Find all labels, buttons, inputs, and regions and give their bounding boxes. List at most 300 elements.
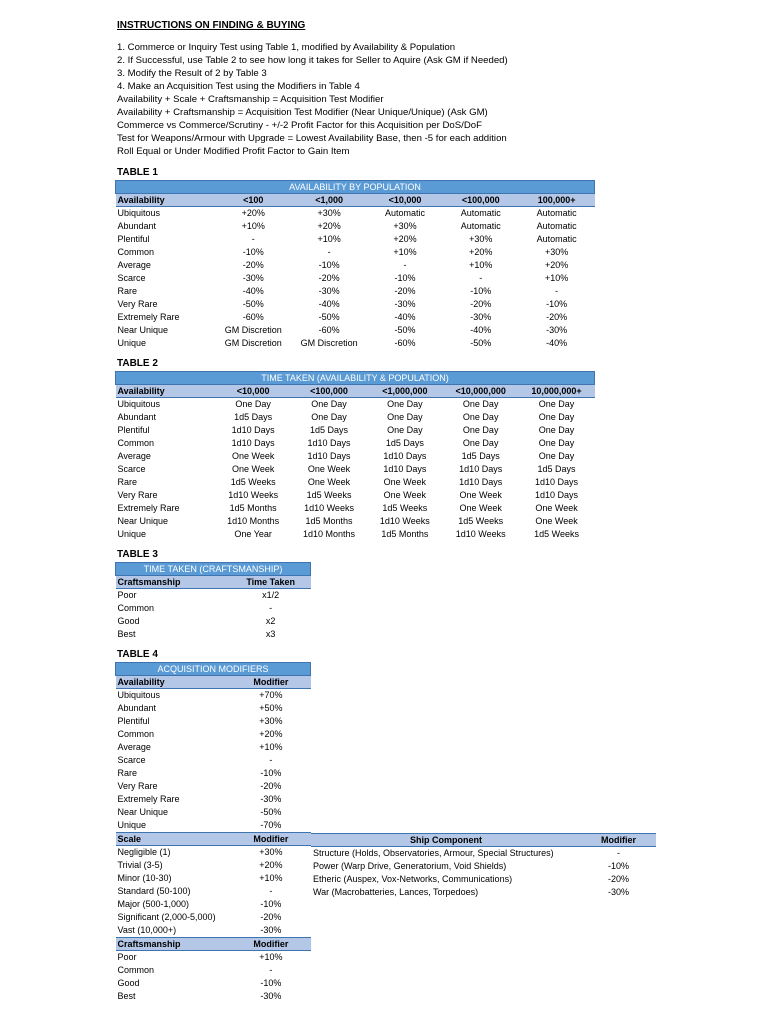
row-label: Rare — [117, 768, 138, 778]
row-label: Plentiful — [117, 234, 150, 244]
instruction-line: 4. Make an Acquisition Test using the Modifiers in Table 4 — [117, 81, 360, 92]
table-cell: -10% — [470, 286, 492, 296]
table-row — [116, 715, 311, 728]
table-cell: -30% — [470, 312, 492, 322]
table-row — [116, 689, 311, 703]
table-cell: -60% — [394, 338, 416, 348]
column-header: Availability — [116, 385, 216, 398]
table-row — [311, 860, 656, 873]
row-label: Abundant — [117, 703, 157, 713]
table-row — [116, 819, 311, 833]
table-cell: +10% — [317, 234, 341, 244]
table-cell: 1d10 Days — [231, 438, 275, 448]
table-cell: - — [327, 247, 331, 257]
table-cell: Automatic — [536, 221, 577, 231]
table-row — [116, 450, 595, 463]
table-row — [116, 311, 595, 324]
table-cell: One Day — [311, 412, 347, 422]
table-cell: +10% — [544, 273, 569, 283]
table-cell: -10% — [546, 299, 568, 309]
table-cell: One Day — [538, 451, 575, 461]
row-label: Very Rare — [117, 781, 158, 791]
table-row — [116, 502, 595, 515]
row-label: Extremely Rare — [117, 503, 180, 513]
table-row — [116, 846, 311, 860]
table-cell: Automatic — [460, 208, 501, 218]
table-row — [311, 886, 656, 899]
table-cell: -30% — [607, 887, 629, 897]
column-header: Craftsmanship — [116, 576, 231, 589]
table-cell: -30% — [260, 991, 282, 1001]
table-cell: -10% — [260, 978, 282, 988]
table-row — [116, 246, 595, 259]
column-header: <1,000 — [291, 194, 367, 207]
instructions-list — [117, 41, 677, 158]
table-cell: One Day — [387, 425, 423, 435]
table-row — [116, 272, 595, 285]
table-cell: -10% — [242, 247, 264, 257]
row-label: Good — [117, 616, 140, 626]
table-cell: -60% — [242, 312, 264, 322]
table-row — [116, 767, 311, 780]
table-cell: 1d5 Weeks — [382, 503, 428, 513]
table-cell: 1d10 Days — [535, 490, 579, 500]
table-cell: -30% — [318, 286, 340, 296]
row-label: Common — [117, 965, 155, 975]
table-row — [116, 911, 311, 924]
table-cell: One Day — [462, 412, 499, 422]
table-cell: GM Discretion — [300, 338, 358, 348]
table-cell: 1d10 Days — [307, 451, 351, 461]
table-cell: GM Discretion — [224, 325, 282, 335]
instruction-line: Commerce vs Commerce/Scrutiny - +/-2 Profit Factor for this Acquisition per DoS/DoF — [117, 120, 482, 131]
table-cell: 1d10 Days — [459, 477, 503, 487]
table-cell: +30% — [259, 847, 283, 857]
row-label: Best — [117, 629, 136, 639]
table-row — [116, 285, 595, 298]
row-label: Ubiquitous — [117, 208, 161, 218]
table-row — [116, 437, 595, 450]
table-cell: -50% — [394, 325, 416, 335]
table-row — [116, 702, 311, 715]
table-banner-row — [116, 663, 311, 676]
table-row — [116, 741, 311, 754]
table-cell: -30% — [394, 299, 416, 309]
instruction-line: Test for Weapons/Armour with Upgrade = Lowest Availability Base, then -5 for each addition — [117, 133, 507, 144]
table2-label: TABLE 2 — [117, 358, 158, 369]
table-row — [116, 990, 311, 1003]
table-cell: 1d10 Months — [227, 516, 280, 526]
table-cell: +50% — [259, 703, 283, 713]
table-cell: One Year — [234, 529, 272, 539]
table-cell: - — [269, 755, 273, 765]
row-label: Ubiquitous — [117, 690, 161, 700]
table-cell: One Day — [538, 412, 575, 422]
column-header: <10,000,000 — [443, 385, 519, 398]
column-header: 100,000+ — [519, 194, 595, 207]
table-cell: 1d10 Weeks — [228, 490, 279, 500]
table3-label: TABLE 3 — [117, 549, 158, 560]
table-cell: One Day — [311, 399, 347, 409]
table-cell: +30% — [259, 716, 283, 726]
row-label: Unique — [117, 529, 147, 539]
table-cell: +70% — [259, 690, 283, 700]
instruction-line: 1. Commerce or Inquiry Test using Table 1, modified by Availability & Population — [117, 42, 456, 53]
table-row — [311, 847, 656, 861]
instruction-line: Availability + Scale + Craftsmanship = Acquisition Test Modifier — [117, 94, 384, 105]
column-header: Modifier — [231, 676, 310, 689]
row-label: Near Unique — [117, 516, 169, 526]
row-label: Minor (10-30) — [117, 873, 172, 883]
table-cell: -20% — [470, 299, 492, 309]
table-cell: -70% — [260, 820, 282, 830]
table2-time-taken — [115, 371, 595, 541]
table-cell: -20% — [546, 312, 568, 322]
table-row — [116, 298, 595, 311]
table-cell: Automatic — [536, 234, 577, 244]
table-cell: +30% — [393, 221, 417, 231]
row-label: Significant (2,000-5,000) — [117, 912, 216, 922]
table-cell: -30% — [242, 273, 264, 283]
table-cell: -30% — [546, 325, 568, 335]
instruction-line: 2. If Successful, use Table 2 to see how long it takes for Seller to Aquire (Ask GM if Needed) — [117, 55, 508, 66]
table-cell: One Week — [231, 451, 275, 461]
table-row — [116, 489, 595, 502]
table1-availability-by-population — [115, 180, 595, 350]
column-header: Modifier — [231, 833, 310, 846]
table-cell: -50% — [242, 299, 264, 309]
table-cell: +20% — [469, 247, 493, 257]
row-label: Near Unique — [117, 325, 169, 335]
table-cell: +20% — [241, 208, 265, 218]
row-label: Common — [117, 247, 155, 257]
row-label: Average — [117, 260, 151, 270]
table-cell: -20% — [260, 781, 282, 791]
row-label: Abundant — [117, 221, 157, 231]
table-row — [116, 898, 311, 911]
table-cell: One Week — [307, 464, 351, 474]
table-banner: ACQUISITION MODIFIERS — [116, 663, 311, 676]
table-cell: 1d5 Weeks — [534, 529, 579, 539]
table-cell: - — [269, 886, 273, 896]
table-cell: +10% — [241, 221, 265, 231]
table-row — [116, 754, 311, 767]
table-cell: +30% — [317, 208, 341, 218]
table-cell: -30% — [260, 794, 282, 804]
table-row — [116, 259, 595, 272]
row-label: Scarce — [117, 755, 146, 765]
table-cell: +10% — [393, 247, 417, 257]
table-cell: GM Discretion — [224, 338, 282, 348]
table3-craftsmanship-time — [115, 562, 311, 641]
table-cell: 1d10 Weeks — [304, 503, 354, 513]
table-cell: +10% — [259, 873, 283, 883]
table-row — [116, 728, 311, 741]
table-cell: One Day — [462, 425, 499, 435]
table-row — [116, 589, 311, 603]
row-label: Scarce — [117, 464, 146, 474]
table-row — [116, 233, 595, 246]
table-cell: 1d5 Weeks — [230, 477, 276, 487]
table-cell: +20% — [393, 234, 417, 244]
table-cell: +20% — [259, 729, 283, 739]
table-cell: One Day — [387, 399, 423, 409]
table-cell: - — [617, 848, 620, 858]
table-cell: One Day — [538, 399, 575, 409]
table-cell: x1/2 — [262, 590, 280, 600]
row-label: Good — [117, 978, 140, 988]
table-cell: - — [269, 965, 273, 975]
row-label: Common — [117, 729, 155, 739]
table-row — [311, 873, 656, 886]
table-cell: Automatic — [384, 208, 425, 218]
table-row — [116, 924, 311, 938]
column-header: Availability — [116, 676, 232, 689]
table-cell: 1d5 Months — [305, 516, 353, 526]
row-label: Plentiful — [117, 716, 150, 726]
row-label: Rare — [117, 477, 138, 487]
table-cell: One Week — [383, 490, 427, 500]
table-header-row — [116, 194, 595, 207]
row-label: Average — [117, 451, 151, 461]
row-label: Poor — [117, 590, 137, 600]
table-banner-row — [116, 181, 595, 194]
instruction-line: 3. Modify the Result of 2 by Table 3 — [117, 68, 267, 79]
table-banner: TIME TAKEN (AVAILABILITY & POPULATION) — [116, 372, 595, 385]
table-row — [116, 220, 595, 233]
table1-label: TABLE 1 — [117, 167, 158, 178]
table-cell: +10% — [259, 952, 283, 962]
table-cell: One Week — [383, 477, 427, 487]
table-cell: 1d10 Weeks — [455, 529, 506, 539]
column-header: <1,000,000 — [367, 385, 443, 398]
table-banner: TIME TAKEN (CRAFTSMANSHIP) — [116, 563, 311, 576]
table-row — [116, 872, 311, 885]
table-cell: -30% — [260, 925, 282, 935]
table-cell: 1d10 Days — [535, 477, 579, 487]
table-cell: One Week — [535, 516, 578, 526]
table4-acquisition-modifiers — [115, 662, 311, 1003]
table-cell: - — [479, 273, 483, 283]
table-cell: -10% — [260, 768, 282, 778]
table-header-row — [116, 576, 311, 589]
table-cell: 1d10 Weeks — [379, 516, 430, 526]
table-cell: -20% — [260, 912, 282, 922]
table-banner: AVAILABILITY BY POPULATION — [116, 181, 595, 194]
row-label: Ubiquitous — [117, 399, 161, 409]
table-cell: -10% — [260, 899, 282, 909]
table-row — [116, 528, 595, 541]
table-row — [116, 977, 311, 990]
table-cell: - — [251, 234, 255, 244]
document-title: INSTRUCTIONS ON FINDING & BUYING — [117, 20, 306, 31]
table-row — [116, 398, 595, 412]
column-header: Time Taken — [231, 576, 311, 589]
table-cell: +30% — [544, 247, 569, 257]
table-cell: Automatic — [536, 208, 577, 218]
table-cell: One Day — [462, 399, 499, 409]
table-row — [116, 515, 595, 528]
row-label: Very Rare — [117, 299, 158, 309]
table-row — [116, 951, 311, 965]
table-cell: 1d10 Days — [307, 438, 351, 448]
table-row — [116, 615, 311, 628]
table-cell: -20% — [607, 874, 629, 884]
column-header: Craftsmanship — [116, 938, 232, 951]
row-label: Very Rare — [117, 490, 158, 500]
instruction-line: Availability + Craftsmanship = Acquisition Test Modifier (Near Unique/Unique) (Ask GM) — [117, 107, 488, 118]
table-cell: - — [555, 286, 559, 296]
row-label: Trivial (3-5) — [117, 860, 163, 870]
table-cell: 1d10 Months — [302, 529, 356, 539]
table-cell: -50% — [260, 807, 282, 817]
column-header: Scale — [116, 833, 232, 846]
table-header-row — [116, 833, 311, 846]
table-row — [116, 780, 311, 793]
table-cell: x2 — [265, 616, 276, 626]
table4-label: TABLE 4 — [117, 649, 158, 660]
table-cell: +20% — [259, 860, 283, 870]
table-cell: One Day — [462, 438, 499, 448]
column-header: <10,000 — [367, 194, 443, 207]
table-cell: 1d10 Days — [383, 464, 427, 474]
table-cell: 1d10 Days — [383, 451, 427, 461]
table-row — [116, 463, 595, 476]
column-header: Ship Component — [311, 834, 581, 847]
table-cell: 1d5 Months — [381, 529, 429, 539]
table-cell: x3 — [265, 629, 276, 639]
row-label: Common — [117, 603, 155, 613]
table-cell: -40% — [318, 299, 340, 309]
table-cell: One Week — [231, 464, 275, 474]
table-cell: +20% — [317, 221, 341, 231]
row-label: Average — [117, 742, 151, 752]
table-cell: -20% — [318, 273, 340, 283]
column-header: <100 — [215, 194, 291, 207]
row-label: Unique — [117, 820, 147, 830]
row-label: Etheric (Auspex, Vox-Networks, Communications) — [313, 874, 513, 884]
table-cell: One Day — [387, 412, 423, 422]
table-row — [116, 411, 595, 424]
table-cell: 1d5 Weeks — [306, 490, 352, 500]
table-row — [116, 885, 311, 898]
row-label: Vast (10,000+) — [117, 925, 177, 935]
table-header-row — [311, 834, 656, 847]
row-label: War (Macrobatteries, Lances, Torpedoes) — [313, 887, 479, 897]
table-row — [116, 859, 311, 872]
table-cell: -20% — [394, 286, 416, 296]
table-row — [116, 337, 595, 350]
table-cell: -40% — [470, 325, 492, 335]
table-header-row — [116, 938, 311, 951]
table-header-row — [116, 676, 311, 689]
row-label: Near Unique — [117, 807, 169, 817]
table-cell: - — [403, 260, 407, 270]
table-cell: +10% — [469, 260, 493, 270]
table-cell: 1d10 Days — [459, 464, 503, 474]
table-cell: -50% — [318, 312, 340, 322]
table-cell: 1d5 Days — [461, 451, 500, 461]
row-label: Best — [117, 991, 136, 1001]
row-label: Power (Warp Drive, Generatorium, Void Shields) — [313, 861, 507, 871]
table-cell: Automatic — [460, 221, 501, 231]
table-cell: -40% — [242, 286, 264, 296]
table-cell: One Day — [235, 399, 271, 409]
table-header-row — [116, 385, 595, 398]
table-cell: -60% — [318, 325, 340, 335]
table-cell: - — [269, 603, 273, 613]
table-row — [116, 793, 311, 806]
table-cell: -10% — [318, 260, 340, 270]
table-row — [116, 324, 595, 337]
table-cell: -40% — [546, 338, 568, 348]
column-header: Availability — [116, 194, 216, 207]
row-label: Major (500-1,000) — [117, 899, 190, 909]
row-label: Plentiful — [117, 425, 150, 435]
row-label: Poor — [117, 952, 137, 962]
table-cell: One Week — [535, 503, 578, 513]
table-row — [116, 207, 595, 221]
table-row — [116, 964, 311, 977]
row-label: Standard (50-100) — [117, 886, 191, 896]
table-cell: 1d5 Days — [537, 464, 576, 474]
table-cell: 1d5 Days — [385, 438, 424, 448]
table-banner-row — [116, 372, 595, 385]
table-cell: +20% — [544, 260, 569, 270]
table-cell: One Week — [307, 477, 351, 487]
column-header: <10,000 — [215, 385, 291, 398]
table-cell: One Week — [459, 503, 502, 513]
table-cell: -10% — [607, 861, 629, 871]
row-label: Structure (Holds, Observatories, Armour, Special Structures) — [313, 848, 554, 858]
table-row — [116, 602, 311, 615]
row-label: Unique — [117, 338, 147, 348]
table-cell: -20% — [242, 260, 264, 270]
table-cell: -10% — [394, 273, 416, 283]
table-banner-row — [116, 563, 311, 576]
table-cell: One Week — [459, 490, 502, 500]
table-row — [116, 628, 311, 641]
row-label: Scarce — [117, 273, 146, 283]
table-row — [116, 806, 311, 819]
column-header: <100,000 — [291, 385, 367, 398]
table-cell: 1d5 Months — [229, 503, 277, 513]
table4-ship-component — [311, 833, 656, 899]
column-header: Modifier — [231, 938, 310, 951]
column-header: <100,000 — [443, 194, 519, 207]
table-cell: 1d10 Days — [231, 425, 275, 435]
table-row — [116, 424, 595, 437]
table-cell: One Day — [538, 438, 575, 448]
table-cell: 1d5 Weeks — [458, 516, 504, 526]
table-row — [116, 476, 595, 489]
table-cell: -50% — [470, 338, 492, 348]
table-cell: -40% — [394, 312, 416, 322]
table-cell: One Day — [538, 425, 575, 435]
column-header: 10,000,000+ — [519, 385, 595, 398]
table-cell: 1d5 Days — [310, 425, 349, 435]
table-cell: +10% — [259, 742, 283, 752]
column-header: Modifier — [581, 834, 656, 847]
row-label: Abundant — [117, 412, 157, 422]
row-label: Negligible (1) — [117, 847, 171, 857]
row-label: Rare — [117, 286, 138, 296]
row-label: Extremely Rare — [117, 312, 180, 322]
table-cell: 1d5 Days — [234, 412, 273, 422]
row-label: Extremely Rare — [117, 794, 180, 804]
instruction-line: Roll Equal or Under Modified Profit Factor to Gain Item — [117, 146, 350, 157]
row-label: Common — [117, 438, 155, 448]
